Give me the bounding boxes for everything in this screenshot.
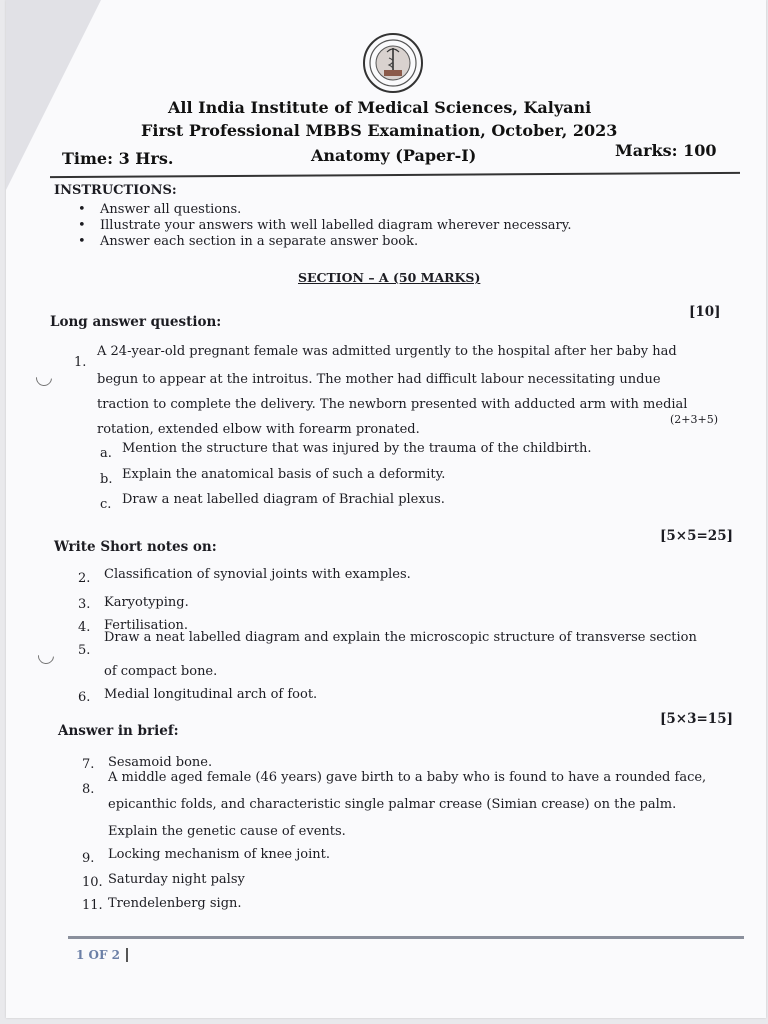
instructions-list <box>78 202 572 250</box>
part-label: c. <box>100 497 112 512</box>
question-number: 9. <box>82 851 95 866</box>
question-text: Trendelenberg sign. <box>108 896 242 911</box>
long-answer-marks: [10] <box>689 304 721 320</box>
part-label: a. <box>100 446 112 461</box>
short-notes-heading: Write Short notes on: <box>54 539 217 555</box>
question-text: A middle aged female (46 years) gave birth to a baby who is found to have a rounded face, <box>108 770 707 785</box>
header-divider <box>50 172 740 178</box>
instruction-item: • Answer each section in a separate answer book. <box>78 234 572 250</box>
instruction-item: • Illustrate your answers with well labelled diagram wherever necessary. <box>78 218 572 234</box>
question-number: 6. <box>78 690 91 705</box>
question-text: Locking mechanism of knee joint. <box>108 847 330 862</box>
question-line: begun to appear at the introitus. The mother had difficult labour necessitating undue <box>97 372 661 387</box>
section-title: SECTION – A (50 MARKS) <box>298 270 481 285</box>
question-text: of compact bone. <box>104 664 218 679</box>
question-text: Medial longitudinal arch of foot. <box>104 687 318 702</box>
subject-label: Anatomy (Paper-I) <box>311 146 477 165</box>
punch-mark-icon <box>35 645 58 668</box>
question-text: epicanthic folds, and characteristic single palmar crease (Simian crease) on the palm. <box>108 797 677 812</box>
question-number: 8. <box>82 782 95 797</box>
total-marks: Marks: 100 <box>615 141 717 160</box>
punch-mark-icon <box>33 367 56 390</box>
question-number: 3. <box>78 597 91 612</box>
institute-name: All India Institute of Medical Sciences, Kalyani <box>168 98 592 117</box>
question-line: A 24-year-old pregnant female was admitted urgently to the hospital after her baby had <box>97 344 677 359</box>
question-number: 1. <box>74 355 87 370</box>
question-number: 2. <box>78 571 91 586</box>
part-text: Mention the structure that was injured by the trauma of the childbirth. <box>122 441 592 456</box>
instructions-heading: INSTRUCTIONS: <box>54 183 177 198</box>
page-indicator: 1 OF 2 <box>76 948 128 962</box>
part-text: Draw a neat labelled diagram of Brachial plexus. <box>122 492 445 507</box>
question-text: Sesamoid bone. <box>108 755 213 770</box>
question-number: 11. <box>82 898 103 913</box>
question-text: Karyotyping. <box>104 595 189 610</box>
long-answer-heading: Long answer question: <box>50 314 222 330</box>
question-number: 7. <box>82 757 95 772</box>
brief-marks: [5×3=15] <box>660 711 733 727</box>
question-number: 5. <box>78 643 91 658</box>
question-number: 10. <box>82 875 103 890</box>
footer-divider <box>68 936 744 939</box>
short-notes-marks: [5×5=25] <box>660 528 733 544</box>
question-line: rotation, extended elbow with forearm pronated. <box>97 422 420 437</box>
instruction-item: • Answer all questions. <box>78 202 572 218</box>
question-line: traction to complete the delivery. The newborn presented with adducted arm with medial <box>97 397 688 412</box>
marks-split: (2+3+5) <box>670 413 719 426</box>
question-text: Classification of synovial joints with examples. <box>104 567 411 582</box>
exam-title: First Professional MBBS Examination, October, 2023 <box>141 121 618 140</box>
question-text: Fertilisation. <box>104 618 189 633</box>
exam-paper <box>6 0 766 1018</box>
institute-logo-icon <box>362 32 424 94</box>
brief-heading: Answer in brief: <box>58 723 179 739</box>
question-text: Saturday night palsy <box>108 872 245 887</box>
question-text: Draw a neat labelled diagram and explain the microscopic structure of transverse section <box>104 630 697 645</box>
question-text: Explain the genetic cause of events. <box>108 824 346 839</box>
time-label: Time: 3 Hrs. <box>62 149 174 168</box>
part-label: b. <box>100 472 113 487</box>
part-text: Explain the anatomical basis of such a deformity. <box>122 467 446 482</box>
question-number: 4. <box>78 620 91 635</box>
